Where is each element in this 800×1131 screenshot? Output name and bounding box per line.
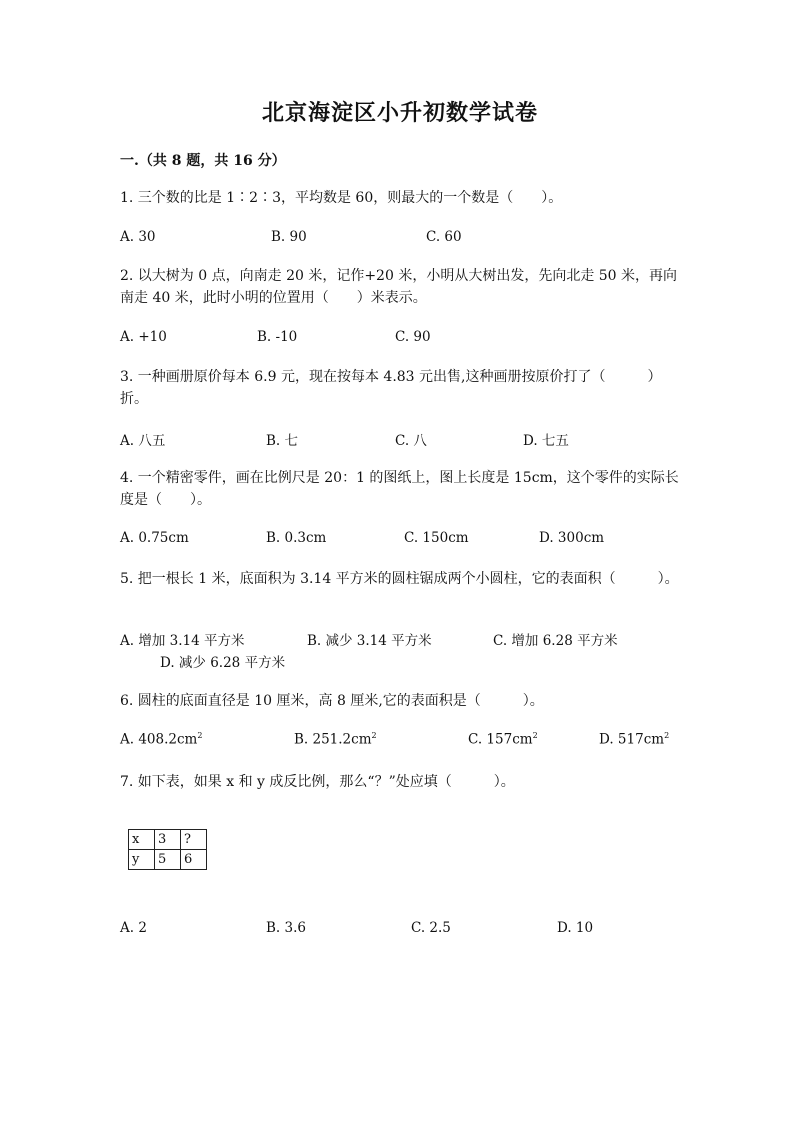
q6-option-c: C. $157cm^2$ (468, 731, 538, 748)
q6-option-a: A. $408.2cm^2$ (120, 731, 203, 748)
q2-option-c: C. 90 (395, 329, 431, 345)
q1-option-b: B. 90 (271, 229, 307, 245)
page-title: 北京海淀区小升初数学试卷 (261, 100, 538, 126)
table-cell: 6 (181, 850, 207, 870)
q6-option-b: B. $251.2cm^2$ (294, 731, 377, 748)
table-row (129, 830, 207, 850)
xy-table (128, 829, 207, 870)
q4-option-b: B. 0.3cm (266, 530, 327, 546)
q3-option-d: D. 七五 (523, 433, 569, 449)
question-6: 6. 圆柱的底面直径是 10 厘米，高 8 厘米,它的表面积是（ ）。 (120, 693, 544, 709)
question-1: 1. 三个数的比是 1∶2∶3，平均数是 60，则最大的一个数是（ ）。 (120, 190, 563, 206)
q5-option-c: C. 增加 6.28 平方米 (493, 633, 618, 649)
q3-option-b: B. 七 (266, 433, 299, 449)
q7-option-b: B. 3.6 (266, 920, 306, 936)
q6-option-d: D. $517cm^2$ (599, 731, 670, 748)
q7-option-c: C. 2.5 (411, 920, 451, 936)
table-row (129, 850, 207, 870)
table-cell: 3 (155, 830, 181, 850)
table-cell: 5 (155, 850, 181, 870)
question-3: 3. 一种画册原价每本 6.9 元，现在按每本 4.83 元出售,这种画册按原价打了（ ）折。 (120, 369, 662, 407)
question-4: 4. 一个精密零件，画在比例尺是 20：1 的图纸上，图上长度是 15cm，这个零件的实际长度是（ ）。 (120, 470, 679, 508)
q4-option-d: D. 300cm (539, 530, 605, 546)
q5-option-d: D. 减少 6.28 平方米 (160, 655, 286, 671)
table-cell: ? (181, 830, 207, 850)
section-heading: 一.（共 8 题，共 16 分） (120, 153, 286, 169)
q3-option-a: A. 八五 (120, 433, 166, 449)
q7-option-a: A. 2 (120, 920, 147, 936)
q1-option-a: A. 30 (120, 229, 156, 245)
table-cell: x (129, 830, 155, 850)
question-7: 7. 如下表，如果 x 和 y 成反比例，那么“？”处应填（ ）。 (120, 774, 515, 790)
q2-option-b: B. -10 (257, 329, 298, 345)
q4-option-a: A. 0.75cm (120, 530, 189, 546)
q5-option-b: B. 减少 3.14 平方米 (307, 633, 432, 649)
q7-option-d: D. 10 (557, 920, 594, 936)
q4-option-c: C. 150cm (404, 530, 469, 546)
question-5: 5. 把一根长 1 米，底面积为 3.14 平方米的圆柱锯成两个小圆柱，它的表面积（ ）。 (120, 571, 679, 587)
q2-option-a: A. +10 (120, 329, 167, 345)
table-cell: y (129, 850, 155, 870)
question-2: 2. 以大树为 0 点，向南走 20 米，记作+20 米，小明从大树出发，先向北走 50 米，再向南走 40 米，此时小明的位置用（ ）米表示。 (120, 268, 678, 306)
q3-option-c: C. 八 (395, 433, 427, 449)
q5-option-a: A. 增加 3.14 平方米 (120, 633, 245, 649)
q1-option-c: C. 60 (426, 229, 462, 245)
